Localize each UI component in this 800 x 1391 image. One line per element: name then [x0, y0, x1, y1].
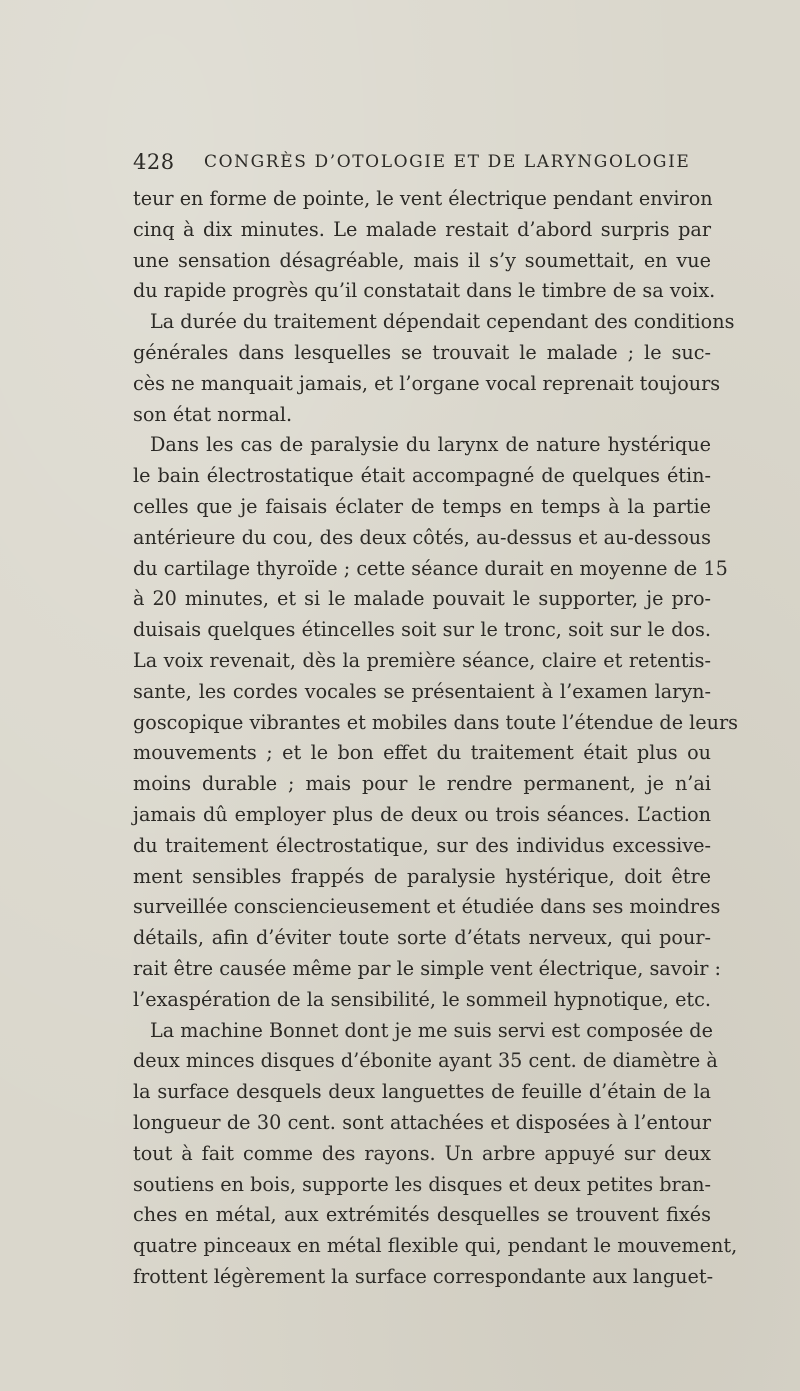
text-line: mouvements ; et le bon effet du traitement était plus ou	[133, 741, 711, 765]
text-line: La voix revenait, dès la première séance, claire et retentis-	[133, 648, 711, 672]
text-line: soutiens en bois, supporte les disques et deux petites bran-	[133, 1172, 711, 1196]
running-title: CONGRÈS D’OTOLOGIE ET DE LARYNGOLOGIE	[204, 152, 691, 172]
text-line: du rapide progrès qu’il constatait dans le timbre de sa voix.	[133, 279, 716, 303]
paragraph	[133, 307, 735, 430]
text-line: celles que je faisais éclater de temps en temps à la partie	[133, 494, 711, 518]
text-line: ches en métal, aux extrémités desquelles se trouvent fixés	[133, 1203, 711, 1227]
text-line: le bain électrostatique était accompagné de quelques étin-	[133, 464, 711, 488]
text-line: frottent légèrement la surface correspondante aux languet-	[133, 1264, 714, 1288]
text-line: La machine Bonnet dont je me suis servi est composée de	[150, 1018, 713, 1042]
text-line: jamais dû employer plus de deux ou trois séances. L’action	[133, 802, 711, 826]
text-line: générales dans lesquelles se trouvait le malade ; le suc-	[133, 340, 711, 364]
text-line: rait être causée même par le simple vent électrique, savoir :	[133, 956, 722, 980]
text-line: cinq à dix minutes. Le malade restait d’abord surpris par	[133, 217, 711, 241]
text-line: antérieure du cou, des deux côtés, au-dessus et au-dessous	[133, 525, 711, 549]
text-line: à 20 minutes, et si le malade pouvait le supporter, je pro-	[133, 587, 711, 611]
text-line: longueur de 30 cent. sont attachées et disposées à l’entour	[133, 1110, 711, 1134]
text-line: surveillée consciencieusement et étudiée dans ses moindres	[133, 895, 721, 919]
text-line: la surface desquels deux languettes de feuille d’étain de la	[133, 1080, 711, 1104]
text-line: son état normal.	[133, 402, 293, 426]
text-line: goscopique vibrantes et mobiles dans toute l’étendue de leurs	[133, 710, 739, 734]
text-line: ment sensibles frappés de paralysie hystérique, doit être	[133, 864, 711, 888]
text-line: Dans les cas de paralysie du larynx de nature hystérique	[150, 433, 711, 457]
text-line: détails, afin d’éviter toute sorte d’états nerveux, qui pour-	[133, 926, 711, 950]
paragraph	[133, 184, 716, 307]
text-line: La durée du traitement dépendait cependant des conditions	[150, 310, 735, 334]
text-line: cès ne manquait jamais, et l’organe vocal reprenait toujours	[133, 371, 721, 395]
text-line: moins durable ; mais pour le rendre permanent, je n’ai	[133, 772, 711, 796]
paragraph	[133, 430, 739, 1015]
body-text	[133, 184, 739, 1293]
text-line: deux minces disques d’ébonite ayant 35 cent. de diamètre à	[133, 1049, 718, 1073]
text-line: l’exaspération de la sensibilité, le sommeil hypnotique, etc.	[133, 987, 711, 1011]
text-line: quatre pinceaux en métal flexible qui, pendant le mouvement,	[133, 1234, 738, 1258]
text-line: du cartilage thyroïde ; cette séance durait en moyenne de 15	[133, 556, 728, 580]
text-line: duisais quelques étincelles soit sur le tronc, soit sur le dos.	[133, 618, 711, 642]
text-line: tout à fait comme des rayons. Un arbre appuyé sur deux	[133, 1141, 711, 1165]
page-number: 428	[133, 150, 175, 174]
text-line: sante, les cordes vocales se présentaient à l’examen laryn-	[133, 679, 711, 703]
paragraph	[133, 1016, 738, 1293]
page-header	[133, 150, 713, 180]
text-line: une sensation désagréable, mais il s’y soumettait, en vue	[133, 248, 711, 272]
text-line: du traitement électrostatique, sur des individus excessive-	[133, 833, 711, 857]
text-line: teur en forme de pointe, le vent électrique pendant environ	[133, 187, 713, 210]
